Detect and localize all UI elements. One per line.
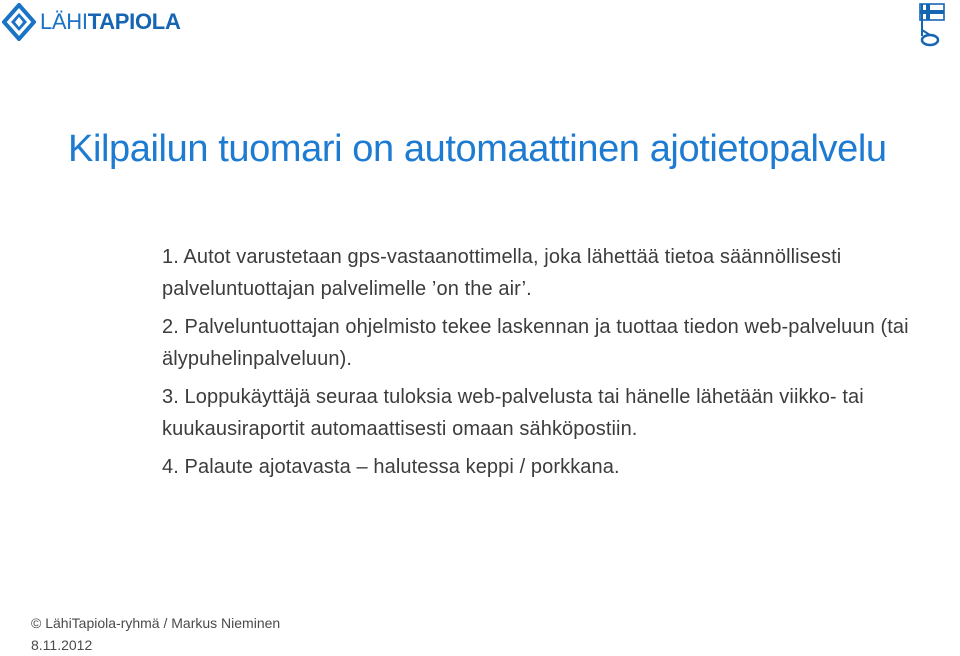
numbered-list (162, 241, 942, 489)
slide-title: Kilpailun tuomari on automaattinen ajotietopalvelu (68, 128, 887, 170)
diamond-logo-icon (2, 3, 36, 41)
logo-text-part1: LÄHI (40, 9, 88, 34)
list-item-2: 2. Palveluntuottajan ohjelmisto tekee laskennan ja tuottaa tiedon web-palveluun (tai älypuhelinpalveluun). (162, 316, 909, 370)
list-item-4: 4. Palaute ajotavasta – halutessa keppi / porkkana. (162, 456, 620, 478)
footer-date: 8.11.2012 (31, 637, 93, 653)
footer-copyright: © LähiTapiola-ryhmä / Markus Nieminen (31, 615, 281, 631)
logo-wordmark (40, 11, 181, 33)
finnish-flag-key-icon (918, 2, 956, 48)
logo-text-part2: TAPIOLA (87, 9, 181, 34)
lahitapiola-logo (2, 2, 181, 42)
list-item-3: 3. Loppukäyttäjä seuraa tuloksia web-palvelusta tai hänelle lähetään viikko- tai kuukausiraportit automaattisesti omaan sähköpostiin. (162, 386, 864, 440)
list-item-1: 1. Autot varustetaan gps-vastaanottimella, joka lähettää tietoa säännöllisesti palveluntuottajan palvelimelle ’on the air’. (162, 246, 842, 300)
footer (31, 612, 280, 656)
